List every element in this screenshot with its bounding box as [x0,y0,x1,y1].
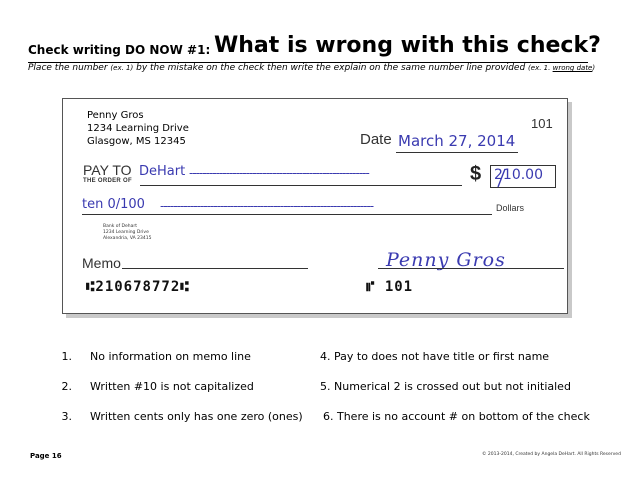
instruction-example-2-underlined: wrong date [552,64,593,72]
answer-number-3: 3. [61,410,72,423]
dollars-label: Dollars [496,203,525,213]
drawer-address-line1: 1234 Learning Drive [87,123,189,134]
bank-address-line2: Alexandria, VA 23415 [103,236,152,241]
payee-name: DeHart [139,164,186,179]
memo-label: Memo [82,255,121,271]
micr-check-number: ⑈ 101 [366,279,414,295]
instruction-example-2: (ex. 1. [528,64,551,72]
pay-to-label [83,163,132,185]
memo-line [122,268,308,269]
answer-6: 6. There is no account # on bottom of the check [323,410,590,423]
instruction-text-2: by the mistake on the check then write the explain on the same number line provided [136,63,526,73]
signature: Penny Gros [386,249,506,271]
answer-1: No information on memo line [90,350,251,363]
signature-line [378,268,564,269]
written-amount: ten 0/100 [82,197,145,212]
instruction-example-2-close: ) [592,64,596,72]
drawer-info [87,109,189,148]
payee-line [140,185,462,186]
answer-2: Written #10 is not capitalized [90,380,254,393]
micr-routing-number: ⑆210678772⑆ [86,279,190,295]
copyright: © 2013-2014, Created by Angela DeHart. All Rights Reserved [482,452,621,457]
instruction-text-1: Place the number [28,63,108,73]
date-value: March 27, 2014 [398,132,516,150]
instruction-example-1: (ex. 1) [110,64,134,72]
date-label: Date [360,131,392,148]
order-of-text: THE ORDER OF [83,178,132,184]
amount-value: 210.00 [494,167,543,183]
instructions [28,63,595,73]
page-number: Page 16 [30,452,62,460]
bank-address-line1: 1234 Learning Drive [103,230,149,235]
strikethrough-mark [490,168,512,188]
drawer-name: Penny Gros [87,110,144,121]
check-number: 101 [531,116,553,131]
answer-number-2: 2. [61,380,72,393]
bank-name: Bank of Dehart [103,224,137,229]
written-amount-line [82,214,492,215]
pay-to-text: PAY TO [83,162,132,178]
payee-dashes: ------------------------------------------------------ [189,166,369,180]
written-amount-dashes: ---------------------------------------------------------------- [160,199,374,213]
answer-3: Written cents only has one zero (ones) [90,410,303,423]
answer-4: 4. Pay to does not have title or first name [320,350,550,363]
date-line [396,152,518,153]
worksheet-label: Check writing DO NOW #1: [28,43,211,57]
dollar-sign: $ [470,163,482,185]
answer-5: 5. Numerical 2 is crossed out but not initialed [320,380,571,393]
worksheet-title: What is wrong with this check? [214,33,601,58]
answer-number-1: 1. [61,350,72,363]
drawer-address-line2: Glasgow, MS 12345 [87,136,186,147]
bank-info [103,224,151,242]
